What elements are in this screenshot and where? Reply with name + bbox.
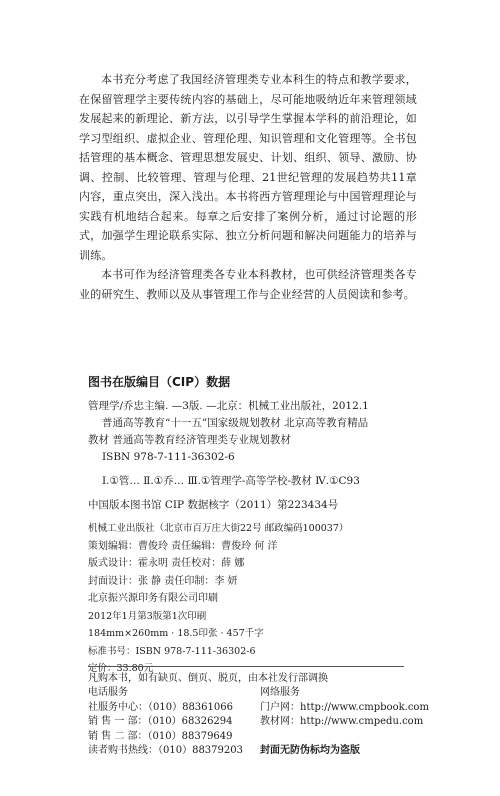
cip-line-title: 管理学/乔忠主编. —3版. —北京：机械工业出版社，2012.1 <box>88 400 369 412</box>
cip-line-series-2: 教材 普通高等教育经济管理类专业规划教材 <box>88 434 291 446</box>
phone-service <box>88 686 243 759</box>
intro-paragraph-1: 本书充分考虑了我国经济管理类专业本科生的特点和教学要求，在保留管理学主要传统内容的基础上，尽可能地吸纳近年来管理领域发展起来的新理论、新方法，以引导学生掌握本学科的前沿理论，如学习型组织、虚拟企业、管理伦理、知识管理和文化管理等。全书包括管理的基本概念、管理思想发展史、计划、组织、领导、激励、协调、控制、比较管理、管理与伦理、21世纪管理的发展趋势共11章内容，重点突出，深入浅出。本书将西方管理理论与中国管理理论与实践有机地结合起来。每章之后安排了案例分析，通过讨论题的形式，加强学生理论联系实际、独立分析问题和解决问题能力的培养与训练。 <box>79 73 417 262</box>
footer-divider <box>88 666 404 667</box>
web-service-heading: 网络服务 <box>260 687 300 698</box>
cip-line-record-number: 中国版本图书馆 CIP 数据核字（2011）第223434号 <box>88 499 339 511</box>
cip-line-classification: Ⅰ.①管… Ⅱ.①乔… Ⅲ.①管理学-高等学校-教材 Ⅳ.①C93 <box>102 475 360 487</box>
phone-service-heading: 电话服务 <box>88 687 128 698</box>
imprint-publisher: 机械工业出版社（北京市百万庄大街22号 邮政编码100037） <box>88 523 349 534</box>
imprint-price: 定价：33.80元 <box>88 663 154 674</box>
web-blank-row <box>260 730 429 745</box>
phone-sales-dept-1: 销 售 一 部：（010）68326294 <box>88 716 233 727</box>
cip-line-series-1: 普通高等教育“十一五”国家级规划教材 北京高等教育精品 <box>102 417 369 429</box>
publication-imprint <box>88 520 428 678</box>
anti-counterfeit-notice: 封面无防伪标均为盗版 <box>260 745 360 756</box>
imprint-printer: 北京振兴源印务有限公司印刷 <box>88 593 218 604</box>
phone-service-center: 社服务中心：（010）88361066 <box>88 701 233 713</box>
web-textbook-link: 教材网：http://www.cmpedu.com <box>260 716 424 727</box>
phone-sales-dept-2: 销 售 二 部：（010）88379649 <box>88 730 233 742</box>
footer-notice: 凡购本书，如有缺页、倒页、脱页，由本社发行部调换 <box>88 673 328 684</box>
cip-data-block <box>88 398 428 514</box>
intro-paragraph-2: 本书可作为经济管理类各专业本科教材，也可供经济管理类各专业的研究生、教师以及从事管理工作与企业经营的人员阅读和参考。 <box>79 268 417 301</box>
imprint-edition: 2012年1月第3版第1次印刷 <box>88 610 207 622</box>
cip-title: 图书在版编目（CIP）数据 <box>88 375 231 389</box>
phone-reader-hotline: 读者购书热线：（010）88379203 <box>88 745 243 756</box>
imprint-isbn: 标准书号：ISBN 978-7-111-36302-6 <box>88 645 256 657</box>
imprint-format: 184mm×260mm · 18.5印张 · 457千字 <box>88 628 264 639</box>
book-introduction <box>79 70 417 304</box>
imprint-planning-editor: 策划编辑：曹俊玲 责任编辑：曹俊玲 何 洋 <box>88 540 278 552</box>
service-footer <box>88 672 429 756</box>
web-service <box>260 686 429 759</box>
imprint-cover-design: 封面设计：张 静 责任印制：李 妍 <box>88 575 238 587</box>
web-portal-link: 门户网：http://www.cmpbook.com <box>260 701 429 713</box>
imprint-layout-design: 版式设计：霍永明 责任校对：薛 娜 <box>88 558 245 569</box>
cip-line-isbn: ISBN 978-7-111-36302-6 <box>102 451 235 463</box>
